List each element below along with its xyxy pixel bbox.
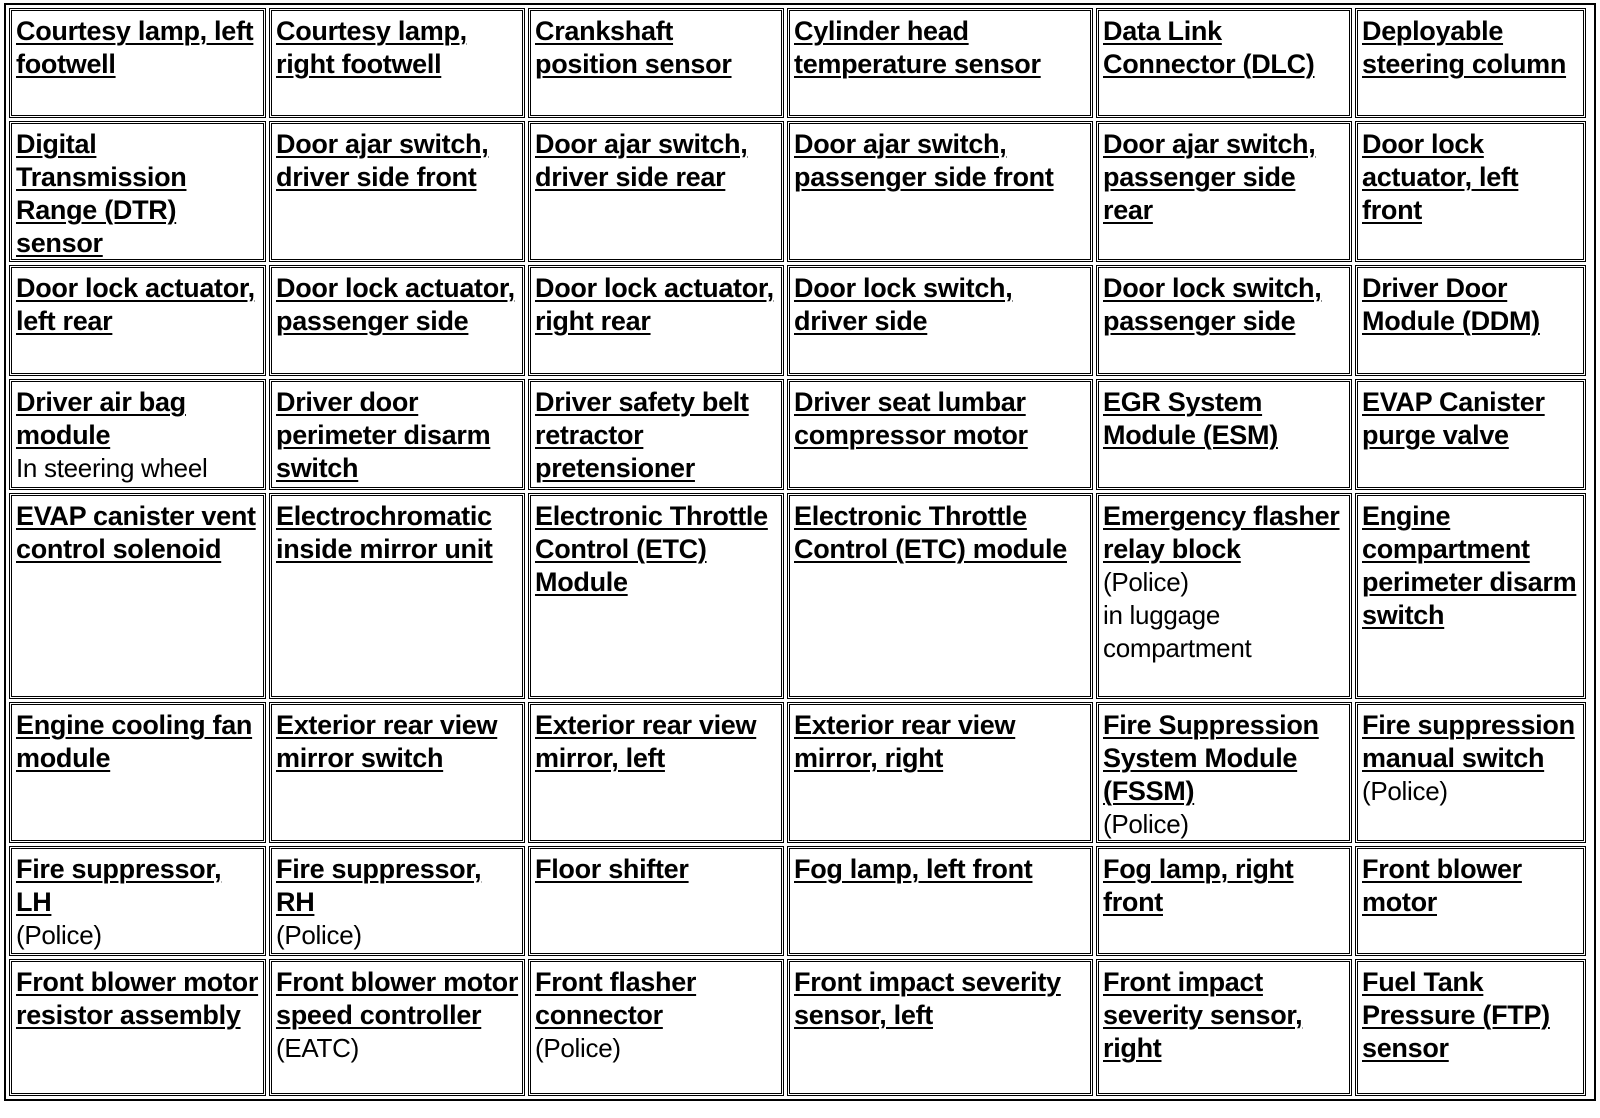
location-note: In steering wheel <box>16 453 208 483</box>
table-cell <box>269 121 525 262</box>
component-link[interactable]: Fire suppressor, LH <box>16 854 222 917</box>
component-link[interactable]: Crankshaft position sensor <box>535 16 732 79</box>
component-link[interactable]: Front blower motor <box>1362 854 1522 917</box>
table-cell <box>787 8 1093 118</box>
component-link[interactable]: Door lock actuator, left rear <box>16 273 255 336</box>
table-cell <box>1355 265 1586 376</box>
table-cell <box>1355 702 1586 843</box>
component-link[interactable]: Engine compartment perimeter disarm switch <box>1362 501 1577 630</box>
table-cell <box>269 493 525 699</box>
table-cell <box>1096 846 1352 956</box>
component-link[interactable]: Fuel Tank Pressure (FTP) sensor <box>1362 967 1550 1063</box>
component-link[interactable]: Cylinder head temperature sensor <box>794 16 1041 79</box>
component-link[interactable]: Exterior rear view mirror, right <box>794 710 1016 773</box>
table-cell <box>787 702 1093 843</box>
table-cell <box>787 265 1093 376</box>
table-cell <box>1096 379 1352 490</box>
component-link[interactable]: Courtesy lamp, left footwell <box>16 16 254 79</box>
table-cell <box>1096 959 1352 1096</box>
component-link[interactable]: Electrochromatic inside mirror unit <box>276 501 493 564</box>
component-location-table <box>4 3 1596 1101</box>
component-link[interactable]: Door lock switch, driver side <box>794 273 1013 336</box>
component-link[interactable]: Driver seat lumbar compressor motor <box>794 387 1028 450</box>
component-link[interactable]: EVAP Canister purge valve <box>1362 387 1545 450</box>
table-cell <box>528 493 784 699</box>
component-link[interactable]: Deployable steering column <box>1362 16 1567 79</box>
table-cell <box>9 8 266 118</box>
component-link[interactable]: Door lock actuator, left front <box>1362 129 1519 225</box>
component-link[interactable]: Electronic Throttle Control (ETC) Module <box>535 501 768 597</box>
table-cell <box>528 846 784 956</box>
component-link[interactable]: Data Link Connector (DLC) <box>1103 16 1315 79</box>
component-link[interactable]: Front impact severity sensor, right <box>1103 967 1303 1063</box>
component-link[interactable]: Fire suppressor, RH <box>276 854 482 917</box>
table-cell <box>9 379 266 490</box>
component-link[interactable]: Door lock actuator, right rear <box>535 273 774 336</box>
component-link[interactable]: Door ajar switch, driver side rear <box>535 129 748 192</box>
table-cell <box>1355 846 1586 956</box>
table-cell <box>9 265 266 376</box>
component-link[interactable]: Door lock switch, passenger side <box>1103 273 1322 336</box>
component-link[interactable]: Driver safety belt retractor pretensioner <box>535 387 749 483</box>
location-note: (Police) <box>1103 809 1189 839</box>
component-link[interactable]: Fog lamp, left front <box>794 854 1033 884</box>
table-cell <box>528 959 784 1096</box>
location-note: (EATC) <box>276 1033 359 1063</box>
table-cell <box>787 121 1093 262</box>
table-cell <box>1355 959 1586 1096</box>
table-cell <box>528 702 784 843</box>
component-link[interactable]: Front blower motor resistor assembly <box>16 967 259 1030</box>
component-link[interactable]: Fire Suppression System Module (FSSM) <box>1103 710 1319 806</box>
table-cell <box>269 379 525 490</box>
table-cell <box>269 702 525 843</box>
table-cell <box>1096 8 1352 118</box>
table-cell <box>528 8 784 118</box>
table-cell <box>787 379 1093 490</box>
table-cell <box>1355 121 1586 262</box>
component-link[interactable]: Driver door perimeter disarm switch <box>276 387 491 483</box>
table-cell <box>269 846 525 956</box>
component-link[interactable]: Fog lamp, right front <box>1103 854 1294 917</box>
table-cell <box>9 121 266 262</box>
location-note: in luggage compartment <box>1103 600 1252 663</box>
component-link[interactable]: Digital Transmission Range (DTR) sensor <box>16 129 187 258</box>
component-link[interactable]: Electronic Throttle Control (ETC) module <box>794 501 1067 564</box>
component-link[interactable]: Front flasher connector <box>535 967 697 1030</box>
component-link[interactable]: Engine cooling fan module <box>16 710 253 773</box>
component-link[interactable]: Exterior rear view mirror, left <box>535 710 757 773</box>
component-link[interactable]: Emergency flasher relay block <box>1103 501 1340 564</box>
table-cell <box>9 493 266 699</box>
table-cell <box>528 379 784 490</box>
component-link[interactable]: Door lock actuator, passenger side <box>276 273 515 336</box>
table-cell <box>528 265 784 376</box>
table-cell <box>1096 702 1352 843</box>
component-link[interactable]: Floor shifter <box>535 854 689 884</box>
location-note: (Police) <box>276 920 362 950</box>
table-cell <box>787 959 1093 1096</box>
table-cell <box>9 702 266 843</box>
table-cell <box>787 846 1093 956</box>
location-note: (Police) <box>1362 776 1448 806</box>
location-note: (Police) <box>16 920 102 950</box>
table-cell <box>269 265 525 376</box>
table-cell <box>787 493 1093 699</box>
table-cell <box>1355 8 1586 118</box>
component-link[interactable]: EGR System Module (ESM) <box>1103 387 1278 450</box>
component-link[interactable]: Front blower motor speed controller <box>276 967 519 1030</box>
table-cell <box>9 959 266 1096</box>
table-cell <box>1096 121 1352 262</box>
table-cell <box>269 8 525 118</box>
component-link[interactable]: EVAP canister vent control solenoid <box>16 501 256 564</box>
component-link[interactable]: Fire suppression manual switch <box>1362 710 1575 773</box>
component-link[interactable]: Driver Door Module (DDM) <box>1362 273 1540 336</box>
table-cell <box>1355 379 1586 490</box>
location-note: (Police) <box>535 1033 621 1063</box>
component-link[interactable]: Courtesy lamp, right footwell <box>276 16 467 79</box>
table-cell <box>269 959 525 1096</box>
table-cell <box>1096 265 1352 376</box>
component-link[interactable]: Door ajar switch, driver side front <box>276 129 489 192</box>
component-link[interactable]: Exterior rear view mirror switch <box>276 710 498 773</box>
component-link[interactable]: Driver air bag module <box>16 387 186 450</box>
component-link[interactable]: Door ajar switch, passenger side front <box>794 129 1054 192</box>
component-link[interactable]: Door ajar switch, passenger side rear <box>1103 129 1316 225</box>
table-cell <box>9 846 266 956</box>
component-link[interactable]: Front impact severity sensor, left <box>794 967 1061 1030</box>
table-cell <box>1096 493 1352 699</box>
location-note: (Police) <box>1103 567 1189 597</box>
table-cell <box>1355 493 1586 699</box>
table-cell <box>528 121 784 262</box>
